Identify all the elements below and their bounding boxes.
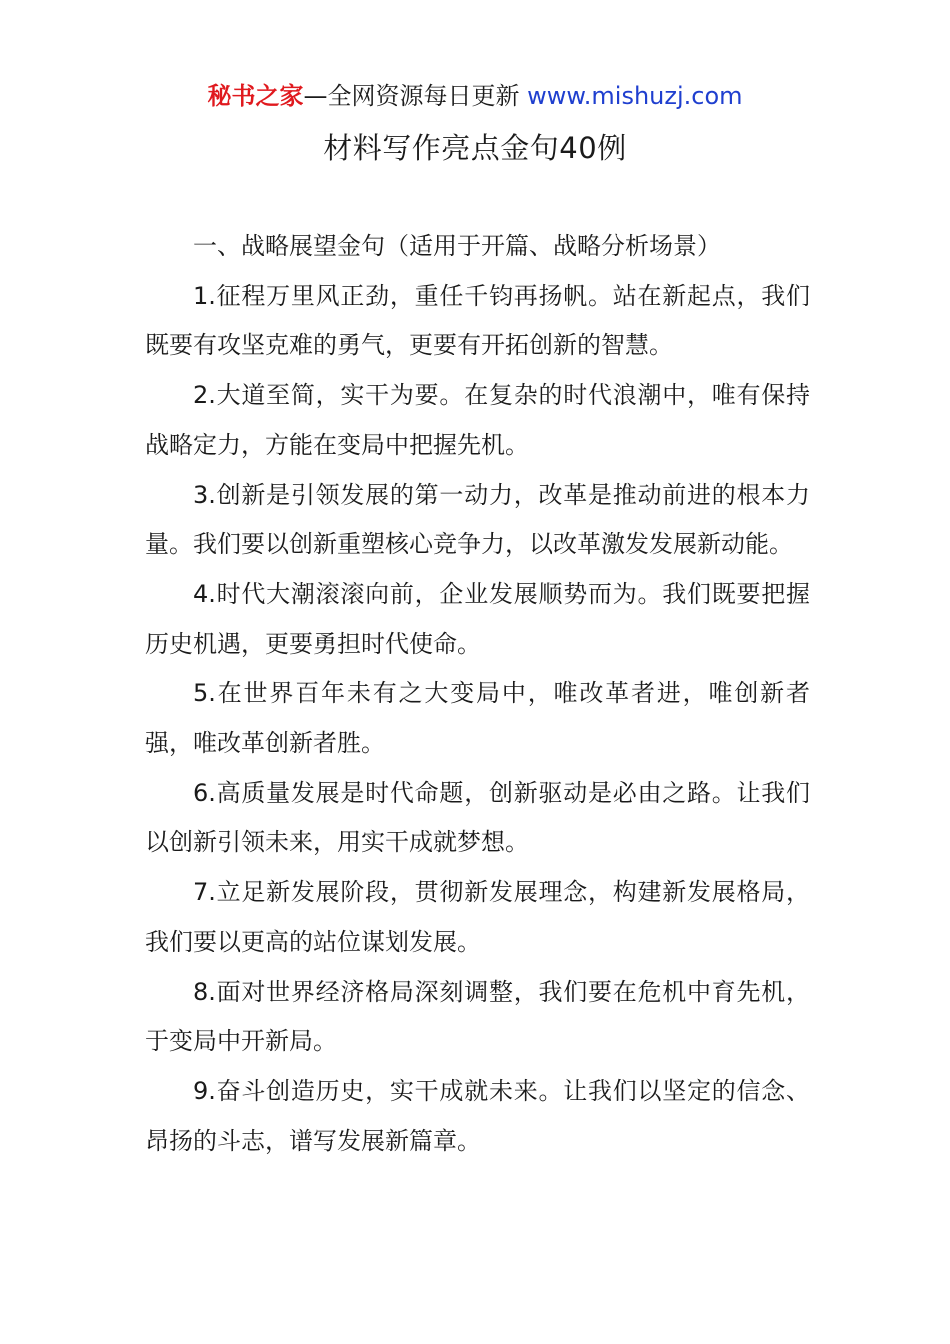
quote-item-5: 5.在世界百年未有之大变局中，唯改革者进，唯创新者强，唯改革创新者胜。	[145, 679, 810, 758]
quote-item-1: 1.征程万里风正劲，重任千钧再扬帆。站在新起点，我们既要有攻坚克难的勇气，更要有开拓创新的智慧。	[145, 281, 810, 360]
quote-item-3: 3.创新是引领发展的第一动力，改革是推动前进的根本力量。我们要以创新重塑核心竞争力，以改革激发发展新动能。	[145, 480, 810, 559]
quote-item-4: 4.时代大潮滚滚向前，企业发展顺势而为。我们既要把握历史机遇，更要勇担时代使命。	[145, 579, 810, 658]
section-heading: 一、战略展望金句（适用于开篇、战略分析场景）	[193, 232, 721, 260]
document-body	[145, 222, 810, 1166]
quote-item-9: 9.奋斗创造历史，实干成就未来。让我们以坚定的信念、昂扬的斗志，谱写发展新篇章。	[145, 1076, 810, 1155]
site-url-link[interactable]: www.mishuzj.com	[527, 82, 743, 110]
brand-name: 秘书之家	[207, 82, 304, 110]
quote-item-2: 2.大道至简，实干为要。在复杂的时代浪潮中，唯有保持战略定力，方能在变局中把握先机。	[145, 381, 810, 459]
site-header	[0, 78, 950, 114]
quote-item-6: 6.高质量发展是时代命题，创新驱动是必由之路。让我们以创新引领未来，用实干成就梦想。	[145, 778, 810, 857]
quote-item-7: 7.立足新发展阶段，贯彻新发展理念，构建新发展格局，我们要以更高的站位谋划发展。	[145, 878, 810, 956]
document-title: 材料写作亮点金句40例	[323, 131, 627, 165]
header-slogan: —全网资源每日更新	[303, 82, 520, 110]
quote-item-8: 8.面对世界经济格局深刻调整，我们要在危机中育先机，于变局中开新局。	[145, 977, 810, 1056]
